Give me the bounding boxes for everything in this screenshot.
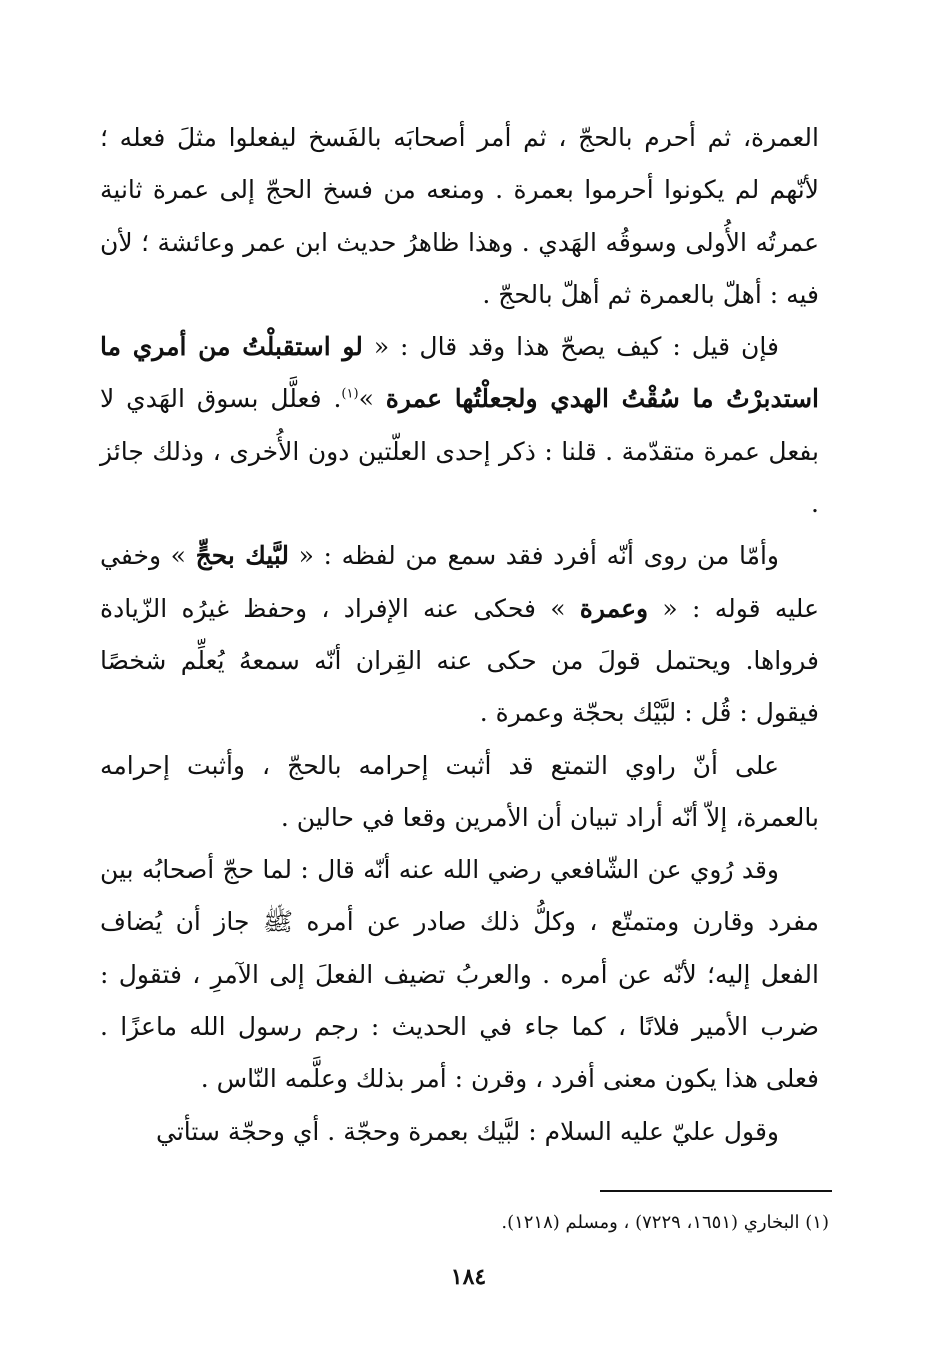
page-number: ١٨٤ (450, 1264, 487, 1290)
paragraph (100, 1106, 819, 1158)
paragraph (100, 740, 819, 845)
paragraph (100, 321, 819, 530)
paragraph-text: . فعلَّل بسوق الهَدي لا بفعل عمرة متقدّمة . قلنا : ذكر إحدى العلّتين دون الأُخرى ، وذلك جائز . (100, 384, 819, 519)
footnote: (١) البخاري (١٦٥١، ٧٢٢٩) ، ومسلم (١٢١٨). (501, 1212, 829, 1233)
paragraph (100, 112, 819, 321)
paragraph (100, 844, 819, 1105)
paragraph-text: » فحكى عنه الإفراد ، وحفظ غيرُه الزّيادة فرواها. ويحتمل قولَ من حكى عنه القِران أنّه سمعهُ يُعلِّم شخصًا فيقول : قُل : لبَّيْك بحجّة وعمرة . (100, 593, 819, 728)
quoted-hadith-text: لبَّيك بحجٍّ (195, 541, 289, 571)
footnote-divider (600, 1190, 832, 1192)
paragraph-text: على أنّ راوي التمتع قد أثبت إحرامه بالحجّ ، وأثبت إحرامه بالعمرة، إلاّ أنّه أراد تبيان أن الأمرين وقعا في حالين . (100, 750, 819, 832)
paragraph-text: وأمّا من روى أنّه أفرد فقد سمع من لفظه : « (288, 541, 779, 571)
paragraph-text: وقول عليّ عليه السلام : لبَّيك بعمرة وحجّة . أي وحجّة ستأتي (155, 1116, 779, 1146)
paragraph-text: » (358, 384, 386, 414)
footnote-reference: (١) (341, 387, 359, 403)
paragraph-text: العمرة، ثم أحرم بالحجّ ، ثم أمر أصحابَه بالفَسخ ليفعلوا مثلَ فعله ؛ لأنّهم لم يكونوا أحرموا بعمرة . ومنعه من فسخ الحجّ إلى عمرة ثانية عمرتُه الأُولى وسوقُه الهَدي . وهذا ظاهرُ حديث ابن عمر وعائشة ؛ لأن فيه : أهلّ بالعمرة ثم أهلّ بالحجّ . (100, 123, 819, 309)
paragraph-text: وقد رُوي عن الشّافعي رضي الله عنه أنّه قال : لما حجّ أصحابُه بين مفرد وقارن ومتمتّع ، وكلُّ ذلك صادر عن أمره ﷺ جاز أن يُضاف الفعل إليه؛ لأنّه عن أمره . والعربُ تضيف الفعلَ إلى الآمرِ ، فتقول : ضرب الأمير فلانًا ، كما جاء في الحديث : رجم رسول الله ماعزًا . فعلى هذا يكون معنى أفرد ، وقرن : أمر بذلك وعلَّمه النّاس . (100, 855, 819, 1094)
quoted-hadith-text: لو استقبلْتُ من أمري ما استدبرْتُ ما سُقْتُ الهدي ولجعلْتُها عمرة (100, 332, 820, 414)
paragraph-text: » وخفي عليه قوله : « (100, 541, 819, 623)
paragraph (100, 530, 819, 739)
main-text (100, 112, 819, 1158)
paragraph-text: فإن قيل : كيف يصحّ هذا وقد قال : « (362, 332, 779, 362)
quoted-hadith-text: وعمرة (579, 593, 649, 623)
